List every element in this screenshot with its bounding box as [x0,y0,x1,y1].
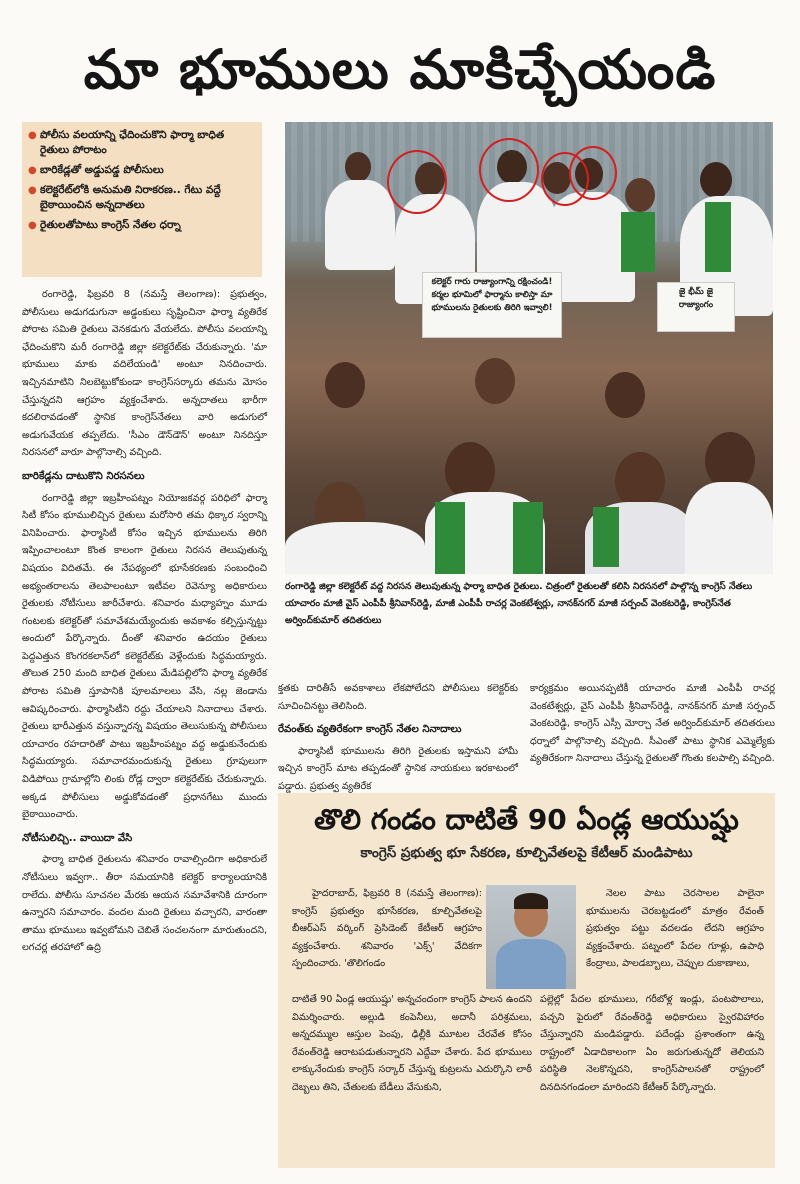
bullet-icon: ● [28,130,37,141]
highlight-circle [569,146,617,200]
bullet-item: ● బారికేడ్లతో అడ్డుపడ్డ పోలీసులు [28,164,164,176]
bullet-icon: ● [28,165,37,176]
paragraph: రంగారెడ్డి జిల్లా ఇబ్రహీంపట్నం నియోజకవర్గ పరిధిలో ఫార్మా సిటీ కోసం భూములిచ్చిన రైతులు మరోసారి తమ ధిక్కార స్వరాన్ని వినిపించారు. ఫార్మాసిటీ కోసం ఇచ్చిన భూములను తిరిగి ఇప్పించాలంటూ కొంత కాలంగా రైతులు నిరసన తెలుపుతున్న విషయం విదితమే. ఈ నేపథ్యంలో భూసేకరణకు సంబంధించి అభ్యంతరాలను తెలపాలంటూ ఇటీవల రెవెన్యూ అధికారులు రైతులకు నోటీసులు జారీచేశారు. శనివారం మధ్యాహ్నం మూడు గంటలకు కలెక్టర్‌తో సమావేశమయ్యేందుకు అవకాశం కల్పిస్తున్నట్టు అందులో పేర్కొన్నారు. దీంతో శనివారం ఉదయం రైతులు పెద్దఎత్తున కొంగరకలాన్‌లో కలెక్టరేట్‌కు వెళ్లేందుకు సిద్ధమయ్యారు. తొలుత 250 మంది బాధిత రైతులు మేడిపల్లిలోని ఫార్మా వ్యతిరేక పోరాట సమితి స్తూపానికి పూలమాలలు వేసి, నల్ల జెండాను ఆవిష్కరించారు. ఫార్మాసిటీని రద్దు చేయాలని నినాదాలు చేశారు. రైతులు భారీఎత్తున వస్తున్నారన్న విషయం తెలుసుకున్న పోలీసులు యాచారం రహదారితో పాటు ఇబ్రహీంపట్నం వద్ద అడ్డుకునేందుకు సిద్ధమయ్యారు. సమాచారమందుకున్న రైతులు గ్రూపులుగా విడిపోయి గ్రామాల్లోని లింకు రోడ్ల ద్వారా కలెక్టరేట్‌కు చేరుకున్నారు. అక్కడ పోలీసులు అడ్డుకోవడంతో ప్రధానగేటు ముందు బైఠాయించారు. [22,492,267,821]
highlight-circle [479,138,539,202]
subheading: రేవంత్‌కు వ్యతిరేకంగా కాంగ్రెస్ నేతల నినాదాలు [278,724,462,736]
protest-sign: కలెక్టర్ గారు రాజ్యాంగాన్ని రక్షించండి! కర్మల భూమిలో ఫార్మాను కాలిస్తా మా భూములను రైతులకు తిరిగి ఇవ్వాలి! [422,272,562,338]
protest-sign: జై భీమ్ జై రాజ్యాంగం [657,282,735,332]
third-column [530,680,775,770]
ktr-portrait [486,885,576,989]
box-right-bottom: పల్లెల్లో పేదల భూములు, గరీబోళ్ల ఇండ్లు, పంటపొలాలు, పచ్చని పైరులో రేవంత్‌రెడ్డి అధికారులు స్వైరవిహారం చేస్తున్నారని మండిపడ్డారు. పదేండ్లు ప్రశాంతంగా ఉన్న రాష్ట్రంలో ఏడాదికాలంగా ఏం జరుగుతున్నదో తెలియని పరిస్థితి నెలకొన్నదని, కాంగ్రెస్‌పాలనతో రాష్ట్రంలో దినదినగండంలా మారిందని కేటీఆర్ పేర్కొన్నారు. [540,994,764,1093]
box-subheadline: కాంగ్రెస్ ప్రభుత్వ భూ సేకరణ, కూల్చివేతలపై కేటీఆర్ మండిపాటు [360,845,693,861]
paragraph: క్తతకు దారితీసే అవకాశాలు లేకపోలేదని పోలీసులు కలెక్టర్‌కు సూచించినట్టు తెలిసింది. [278,683,518,712]
box-right-top: నెలల పాటు చెరసాలల పాలైనా భూములను చెరబట్టడంలో మాత్రం రేవంత్ ప్రభుత్వం పట్టు వదలడం లేదని ఆగ్రహం వ్యక్తంచేశారు. పట్నంలో పేదల గూళ్లు, ఉపాధి కేంద్రాలు, పాలడబ్బాలు, చెప్పుల దుకాణాలు, [586,888,764,970]
subheading: బారికేడ్లను దాటుకొని నిరసనలు [22,470,145,482]
second-column [278,680,518,798]
paragraph: కార్యక్రమం అయినప్పటికీ యాచారం మాజీ ఎంపీపీ రాచర్ల వెంకటేశ్వర్లు, వైస్ ఎంపీపీ శ్రీనివాస్‌రెడ్డి, నానక్‌నగర్ మాజీ సర్పంచ్ వెంకటరెడ్డి, కాంగ్రెస్ ఎస్సీ మోర్చా నేత అర్వింద్‌కుమార్ తదితరులు ధర్నాలో పాల్గొనాల్సి వచ్చింది. సీఎంతో పాటు స్థానిక ఎమ్మెల్యేకు వ్యతిరేకంగా నినాదాలు చేస్తున్న రైతులతో గొంతు కలపాల్సి వచ్చింది. [530,683,775,765]
headline: మా భూములు మాకిచ్చేయండి [83,38,717,101]
box-left-bottom: దాటితే 90 ఏండ్ల ఆయుష్షు' అన్నచందంగా కాంగ్రెస్ పాలన ఉందని విమర్శించారు. అల్లుడి కంపెనీలు, అదానీ పరిశ్రమలు, అన్నదమ్ముల ఆస్తుల పెంపు, ఢిల్లీకి మూటల చేరవేత కోసం రేవంత్‌రెడ్డి ఆరాటపడుతున్నారని ఎద్దేవా చేశారు. పేద భూములు లాక్కునేందుకు కాంగ్రెస్ సర్కార్ చేస్తున్న కుట్రలను ఎదుర్కొని లాఠీ దెబ్బలు తిని, చేతులకు బేడీలు వేసుకుని, [292,994,532,1093]
bullet-item: ● రైతులతోపాటు కాంగ్రెస్ నేతల ధర్నా [28,219,181,231]
protest-photo [285,122,773,574]
ktr-story-box [278,793,775,1168]
paragraph: ఫార్మాసిటీ భూములను తిరిగి రైతులకు ఇస్తామని హామీ ఇచ్చిన కాంగ్రెస్ మాట తప్పడంతో స్థానిక నాయకులు ఇరకాటంలో పడ్డారు. ప్రభుత్వ వ్యతిరేక [278,745,518,792]
paragraph: రంగారెడ్డి, ఫిబ్రవరి 8 (నమస్తే తెలంగాణ): ప్రభుత్వం, పోలీసులు అడుగడుగునా అడ్డంకులు సృష్టించినా ఫార్మా వ్యతిరేక పోరాట సమితి రైతులు వెనకడుగు వేయలేదు. పోలీసు వలయాన్ని ఛేదించుకొని మరీ రంగారెడ్డి జిల్లా కలెక్టరేట్‌కు చేరుకున్నారు. 'మా భూములు మాకు వదిలేయండి' అంటూ నినదించారు. ఇచ్చినమాటిని నిలబెట్టుకోకుండా కాంగ్రెస్‌సర్కారు తమను మోసం చేస్తున్నదని ఆగ్రహం వ్యక్తంచేశారు. అన్నదాతలు భారీగా కదలిరావడంతో స్థానిక కాంగ్రెస్‌నేతలు వారి అడుగులో అడుగువేయక తప్పలేదు. 'సీఎం డౌన్‌డౌన్' అంటూ నినదిస్తూ నిరసనలో వారూ పాల్గొనాల్సి వచ్చింది. [22,289,267,459]
highlight-circle [387,150,447,214]
bullet-item: ● పోలీసు వలయాన్ని ఛేదించుకొని ఫార్మా బాధిత రైతులు పోరాటం [28,129,225,156]
bullet-icon: ● [28,220,37,231]
bullet-icon: ● [28,185,37,196]
highlights-box [22,122,262,277]
subheading: నోటీసులిచ్చి.. వాయిదా వేసి [22,832,133,844]
box-headline: తొలి గండం దాటితే 90 ఏండ్ల ఆయుష్షు [314,803,739,836]
photo-caption: రంగారెడ్డి జిల్లా కలెక్టరేట్ వద్ద నిరసన తెలుపుతున్న ఫార్మా బాధిత రైతులు. చిత్రంలో రైతులతో కలిసి నిరసనలో పాల్గొన్న కాంగ్రెస్ నేతలు యాచారం మాజీ వైస్ ఎంపీపీ శ్రీనివాస్‌రెడ్డి, మాజీ ఎంపీపీ రాచర్ల వెంకటేశ్వర్లు, నానక్‌నగర్ మాజీ సర్పంచ్ వెంకటరెడ్డి, కాంగ్రెస్‌నేత అర్వింద్‌కుమార్ తదితరులు [285,581,753,626]
paragraph: ఫార్మా బాధిత రైతులను శనివారం రావాల్సిందిగా అధికారులే నోటీసులు ఇవ్వగా.. తీరా సమయానికి కలెక్టర్ కార్యాలయానికి రాలేదు. పోలీసు సూచనల మేరకు ఆయన సమావేశానికి దూరంగా ఉన్నారని సమాచారం. వందల మంది రైతులు వచ్చారని, వారంతా తాము భూములు ఇవ్వబోమని చెబితే సంచలనంగా మారుతుందని, లగచర్ల తరహాలో ఉద్రి [22,854,267,954]
bullet-item: ● కలెక్టరేట్‌లోకి అనుమతి నిరాకరణ.. గేటు వద్దే బైఠాయించిన అన్నదాతలు [28,184,221,211]
box-left-top: హైదరాబాద్, ఫిబ్రవరి 8 (నమస్తే తెలంగాణ): కాంగ్రెస్ ప్రభుత్వం భూసేకరణ, కూల్చివేతలపై బీఆర్‌ఎస్ వర్కింగ్ ప్రెసిడెంట్ కేటీఆర్ ఆగ్రహం వ్యక్తంచేశారు. శనివారం 'ఎక్స్' వేదికగా స్పందించారు. 'తొలిగండం [292,888,482,970]
main-story-column [22,286,267,959]
